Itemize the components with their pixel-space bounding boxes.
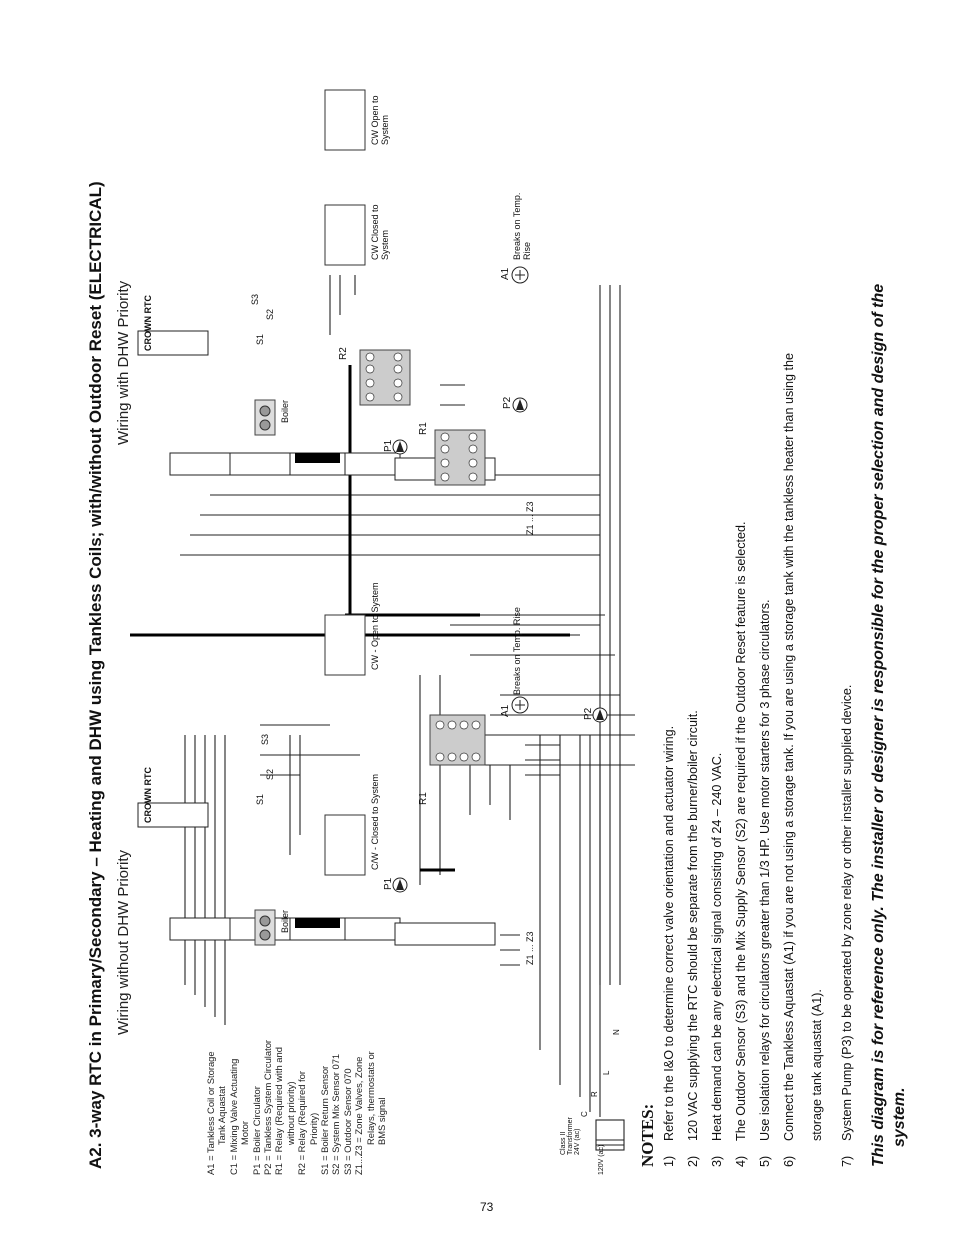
legend-line: S3 = Outdoor Sensor 070 xyxy=(341,1068,353,1175)
c-label: C xyxy=(580,1111,589,1117)
left-boiler-label: Boiler xyxy=(280,909,290,933)
legend-line: Z1...Z3 = Zone Valves, Zone xyxy=(353,1056,365,1175)
note-item: 5)Use isolation relays for circulators greater than 1/3 HP. Use motor starters for 3 phase circulators. xyxy=(758,599,772,1167)
legend-line: S1 = Boiler Return Sensor xyxy=(319,1065,331,1175)
legend-line: Relays, thermostats or xyxy=(364,1051,376,1145)
right-boiler-label: Boiler xyxy=(280,399,290,423)
page-number: 73 xyxy=(480,1200,494,1214)
warning-line-2: system. xyxy=(891,1087,908,1147)
right-relay-r1 xyxy=(435,430,485,485)
right-s2-label: S2 xyxy=(265,308,275,320)
left-relay-r1 xyxy=(430,715,485,765)
note-item: 2)120 VAC supplying the RTC should be separate from the burner/boiler circuit. xyxy=(686,710,700,1167)
legend-line: S2 = System Mix Sensor 071 xyxy=(330,1053,342,1175)
supply-label: 120V (ac) xyxy=(598,1144,605,1175)
left-a1-label: A1 xyxy=(500,704,511,717)
note-item: storage tank aquastat (A1). xyxy=(810,989,824,1141)
legend-line: C1 = Mixing Valve Actuating xyxy=(227,1058,239,1175)
notes-heading: NOTES: xyxy=(638,1103,657,1167)
r-label: R xyxy=(590,1091,599,1097)
right-s1-label: S1 xyxy=(255,333,265,345)
note-item: 7)System Pump (P3) to be operated by zone relay or other installer supplied device. xyxy=(840,684,854,1167)
component-legend xyxy=(205,915,388,1175)
right-a1-label: A1 xyxy=(500,267,511,280)
left-s3-label: S3 xyxy=(260,733,270,745)
legend-line: Motor xyxy=(239,1121,251,1145)
left-p2-label: P2 xyxy=(583,707,594,720)
l-label: L xyxy=(602,1070,611,1075)
legend-line: BMS signal xyxy=(376,1097,388,1145)
notes-list xyxy=(662,353,864,1167)
note-item: 1)Refer to the I&O to determine correct valve orientation and actuator wiring. xyxy=(662,725,676,1167)
legend-line: R1 = Relay (Required with and xyxy=(273,1047,285,1175)
right-p2-label: P2 xyxy=(502,396,513,409)
n-label: N xyxy=(612,1029,621,1035)
legend-line: P2 = Tankless System Circulator xyxy=(262,1039,274,1175)
left-s1-label: S1 xyxy=(255,793,265,805)
left-a1-caption: Breaks on Temp. Rise xyxy=(512,607,522,695)
legend-line: Tank Aquastat xyxy=(216,1086,228,1145)
note-item: 3)Heat demand can be any electrical signal consisting of 24 – 240 VAC. xyxy=(710,752,724,1167)
right-p1-label: P1 xyxy=(383,439,394,452)
right-s3-label: S3 xyxy=(250,293,260,305)
right-zone-label: Z1 ... Z3 xyxy=(525,501,535,535)
left-c1-caption: C/W - Closed to System xyxy=(370,773,380,870)
transformer-label: Class II Transformer 24V (ac) xyxy=(560,1117,581,1155)
left-zone-label: Z1 ... Z3 xyxy=(525,931,535,965)
page-heading: A2. 3-way RTC in Primary/Secondary – Heating and DHW using Tankless Coils; with/without Outdoor Reset (ELECTRICAL) xyxy=(86,181,105,1169)
left-r1-label: R1 xyxy=(418,792,429,805)
legend-line: R2 = Relay (Required for xyxy=(296,1071,308,1175)
right-c1-open-caption: CW Open to System xyxy=(370,95,390,145)
legend-line: A1 = Tankless Coil or Storage xyxy=(205,1051,216,1175)
right-relay-r2 xyxy=(360,350,410,405)
legend-line: without priority) xyxy=(284,1081,296,1145)
legend-line: Priority) xyxy=(307,1112,319,1145)
right-diagram-title: Wiring with DHW Priority xyxy=(115,280,132,445)
right-r2-label: R2 xyxy=(338,347,349,360)
right-r1-label: R1 xyxy=(418,422,429,435)
note-item: 6)Connect the Tankless Aquastat (A1) if you are not using a storage tank. If you are using a storage tank with the tankless heater than using the xyxy=(782,352,796,1167)
left-diagram-title: Wiring without DHW Priority xyxy=(115,849,132,1035)
right-rtc-label: CROWN RTC xyxy=(143,295,153,351)
right-a1-caption: Breaks on Temp. Rise xyxy=(512,192,532,260)
left-p1-label: P1 xyxy=(383,877,394,890)
legend-line: P1 = Boiler Circulator xyxy=(250,1086,262,1175)
note-item: 4)The Outdoor Sensor (S3) and the Mix Supply Sensor (S2) are required if the Outdoor Reset feature is selected. xyxy=(734,521,748,1167)
warning-line-1: This diagram is for reference only. The installer or designer is responsible for the proper selection and design of the xyxy=(870,283,887,1167)
right-c1-closed-caption: CW Closed to System xyxy=(370,204,390,260)
reference-warning xyxy=(868,47,910,1167)
left-c1-open-caption: CW - Open to System xyxy=(370,582,380,670)
left-rtc-label: CROWN RTC xyxy=(143,767,153,823)
left-s2-label: S2 xyxy=(265,768,275,780)
